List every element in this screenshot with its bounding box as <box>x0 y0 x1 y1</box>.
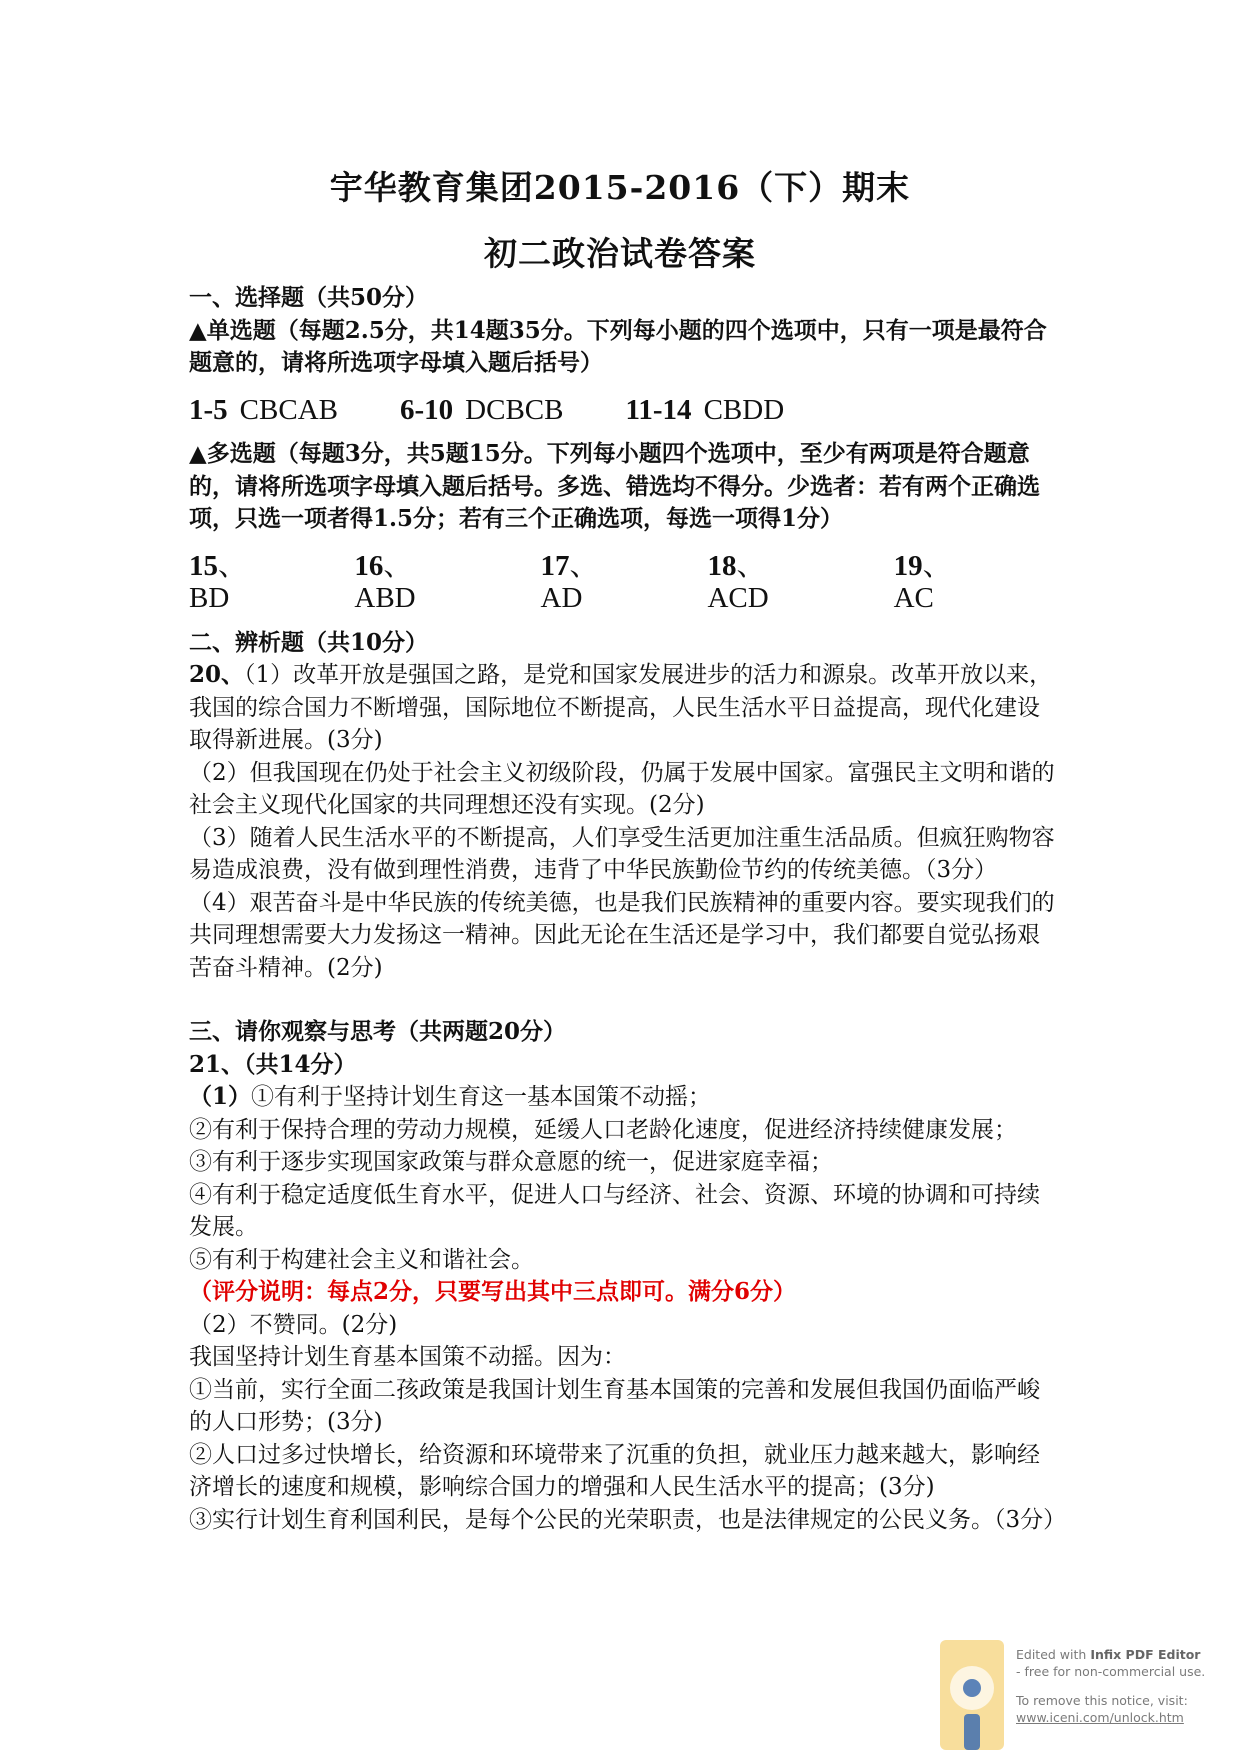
q20-number: 20、 <box>189 661 245 688</box>
spacer <box>189 984 1059 1016</box>
q20-part-1-text: （1）改革开放是强国之路，是党和国家发展进步的活力和源泉。改革开放以来，我国的综合国力不断增强，国际地位不断提高，人民生活水平日益提高，现代化建设取得新进展。(3分) <box>189 662 1053 753</box>
watermark-brand: Infix PDF Editor <box>1090 1647 1201 1662</box>
q21-2-intro: 我国坚持计划生育基本国策不动摇。因为： <box>189 1344 626 1370</box>
single-choice-instructions: ▲单选题（每题2.5分，共14题35分。下列每小题的四个选项中，只有一项是最符合题意的，请将所选项字母填入题后括号） <box>189 316 1047 376</box>
watermark-line-3: To remove this notice, visit: <box>1016 1693 1188 1708</box>
section-3-heading: 三、请你观察与思考（共两题20分） <box>189 1018 567 1045</box>
answer-letters: 、BD <box>189 549 248 614</box>
answer-group <box>541 550 640 615</box>
q21-1-point-a <box>189 1081 1059 1114</box>
q21-1-point-a-text: ①有利于坚持计划生育这一基本国策不动摇； <box>251 1084 712 1110</box>
q21-2-heading: （2）不赞同。(2分) <box>189 1311 398 1338</box>
answer-letters: 、ACD <box>707 549 769 614</box>
section-2-heading: 二、辨析题（共10分） <box>189 628 429 656</box>
watermark-line-1 <box>1016 1646 1236 1663</box>
answer-letters: 、ABD <box>354 549 416 614</box>
question-number: 15 <box>189 549 218 582</box>
q20-part-1 <box>189 659 1059 757</box>
multi-choice-instructions: ▲多选题（每题3分，共5题15分。下列每小题四个选项中，至少有两项是符合题意的，请将所选项字母填入题后括号。多选、错选均不得分。少选者：若有两个正确选项，只选一项者得1.5分；若有三个正确选项，每选一项得1分） <box>189 440 1040 532</box>
answer-group <box>626 394 785 427</box>
answer-content <box>189 282 1067 1536</box>
watermark-spacer <box>1016 1680 1236 1692</box>
q21-1-point-e: ⑤有利于构建社会主义和谐社会。 <box>189 1246 534 1273</box>
answer-group <box>400 394 564 427</box>
q20-part-4: （4）艰苦奋斗是中华民族的传统美德，也是我们民族精神的重要内容。要实现我们的共同理想需要大力发扬这一精神。因此无论在生活还是学习中，我们都要自觉弘扬艰苦奋斗精神。(2分) <box>189 889 1055 981</box>
document-subtitle: 初二政治试卷答案 <box>484 234 756 273</box>
watermark-text <box>1016 1646 1236 1726</box>
answer-group <box>354 550 472 615</box>
q21-2-point-c: ③实行计划生育利国利民，是每个公民的光荣职责，也是法律规定的公民义务。（3分） <box>189 1506 1067 1533</box>
question-number: 16 <box>354 549 384 582</box>
section-1-heading: 一、选择题（共50分） <box>189 284 429 311</box>
answer-range: 1-5 <box>189 393 228 426</box>
answer-letters: CBCAB <box>239 393 338 426</box>
answer-group <box>707 550 825 615</box>
document-title: 宇华教育集团2015-2016（下）期末 <box>329 168 911 207</box>
answer-group <box>189 550 286 615</box>
q21-1-point-c: ③有利于逐步实现国家政策与群众意愿的统一，促进家庭幸福； <box>189 1149 833 1175</box>
q21-1-point-b: ②有利于保持合理的劳动力规模，延缓人口老龄化速度，促进经济持续健康发展； <box>189 1116 1017 1143</box>
multi-choice-answers <box>189 550 1059 615</box>
editor-watermark <box>936 1632 1240 1754</box>
scoring-note: （评分说明：每点2分，只要写出其中三点即可。满分6分） <box>189 1278 797 1305</box>
watermark-prefix: Edited with <box>1016 1647 1091 1662</box>
q21-1-point-d: ④有利于稳定适度低生育水平，促进人口与经济、社会、资源、环境的协调和可持续发展。 <box>189 1181 1040 1240</box>
answer-letters: 、AD <box>540 549 599 614</box>
q21-2-point-a: ①当前，实行全面二孩政策是我国计划生育基本国策的完善和发展但我国仍面临严峻的人口形势；(3分) <box>189 1376 1040 1435</box>
single-choice-answers <box>189 394 1059 427</box>
watermark-unlock-link[interactable]: www.iceni.com/unlock.htm <box>1016 1710 1184 1725</box>
question-number: 18 <box>707 549 737 582</box>
q21-1-label: （1） <box>189 1083 252 1110</box>
q20-part-3: （3）随着人民生活水平的不断提高，人们享受生活更加注重生活品质。但疯狂购物容易造成浪费，没有做到理性消费，违背了中华民族勤俭节约的传统美德。（3分） <box>189 824 1055 883</box>
answer-group <box>894 550 991 615</box>
question-number: 19 <box>893 549 923 582</box>
infix-logo-icon <box>936 1632 1012 1754</box>
answer-letters: DCBCB <box>465 393 564 426</box>
question-number: 17 <box>540 549 570 582</box>
answer-range: 6-10 <box>400 393 454 426</box>
answer-group <box>189 394 338 427</box>
q20-part-2: （2）但我国现在仍处于社会主义初级阶段，仍属于发展中国家。富强民主文明和谐的社会主义现代化国家的共同理想还没有实现。(2分) <box>189 759 1055 818</box>
answer-letters: CBDD <box>703 393 785 426</box>
answer-range: 11-14 <box>625 393 692 426</box>
q21-2-point-b: ②人口过多过快增长，给资源和环境带来了沉重的负担，就业压力越来越大，影响经济增长的速度和规模，影响综合国力的增强和人民生活水平的提高；(3分) <box>189 1441 1040 1500</box>
q21-heading: 21、（共14分） <box>189 1050 357 1078</box>
answer-letters: 、AC <box>893 549 952 614</box>
watermark-line-2: - free for non-commercial use. <box>1016 1664 1206 1679</box>
